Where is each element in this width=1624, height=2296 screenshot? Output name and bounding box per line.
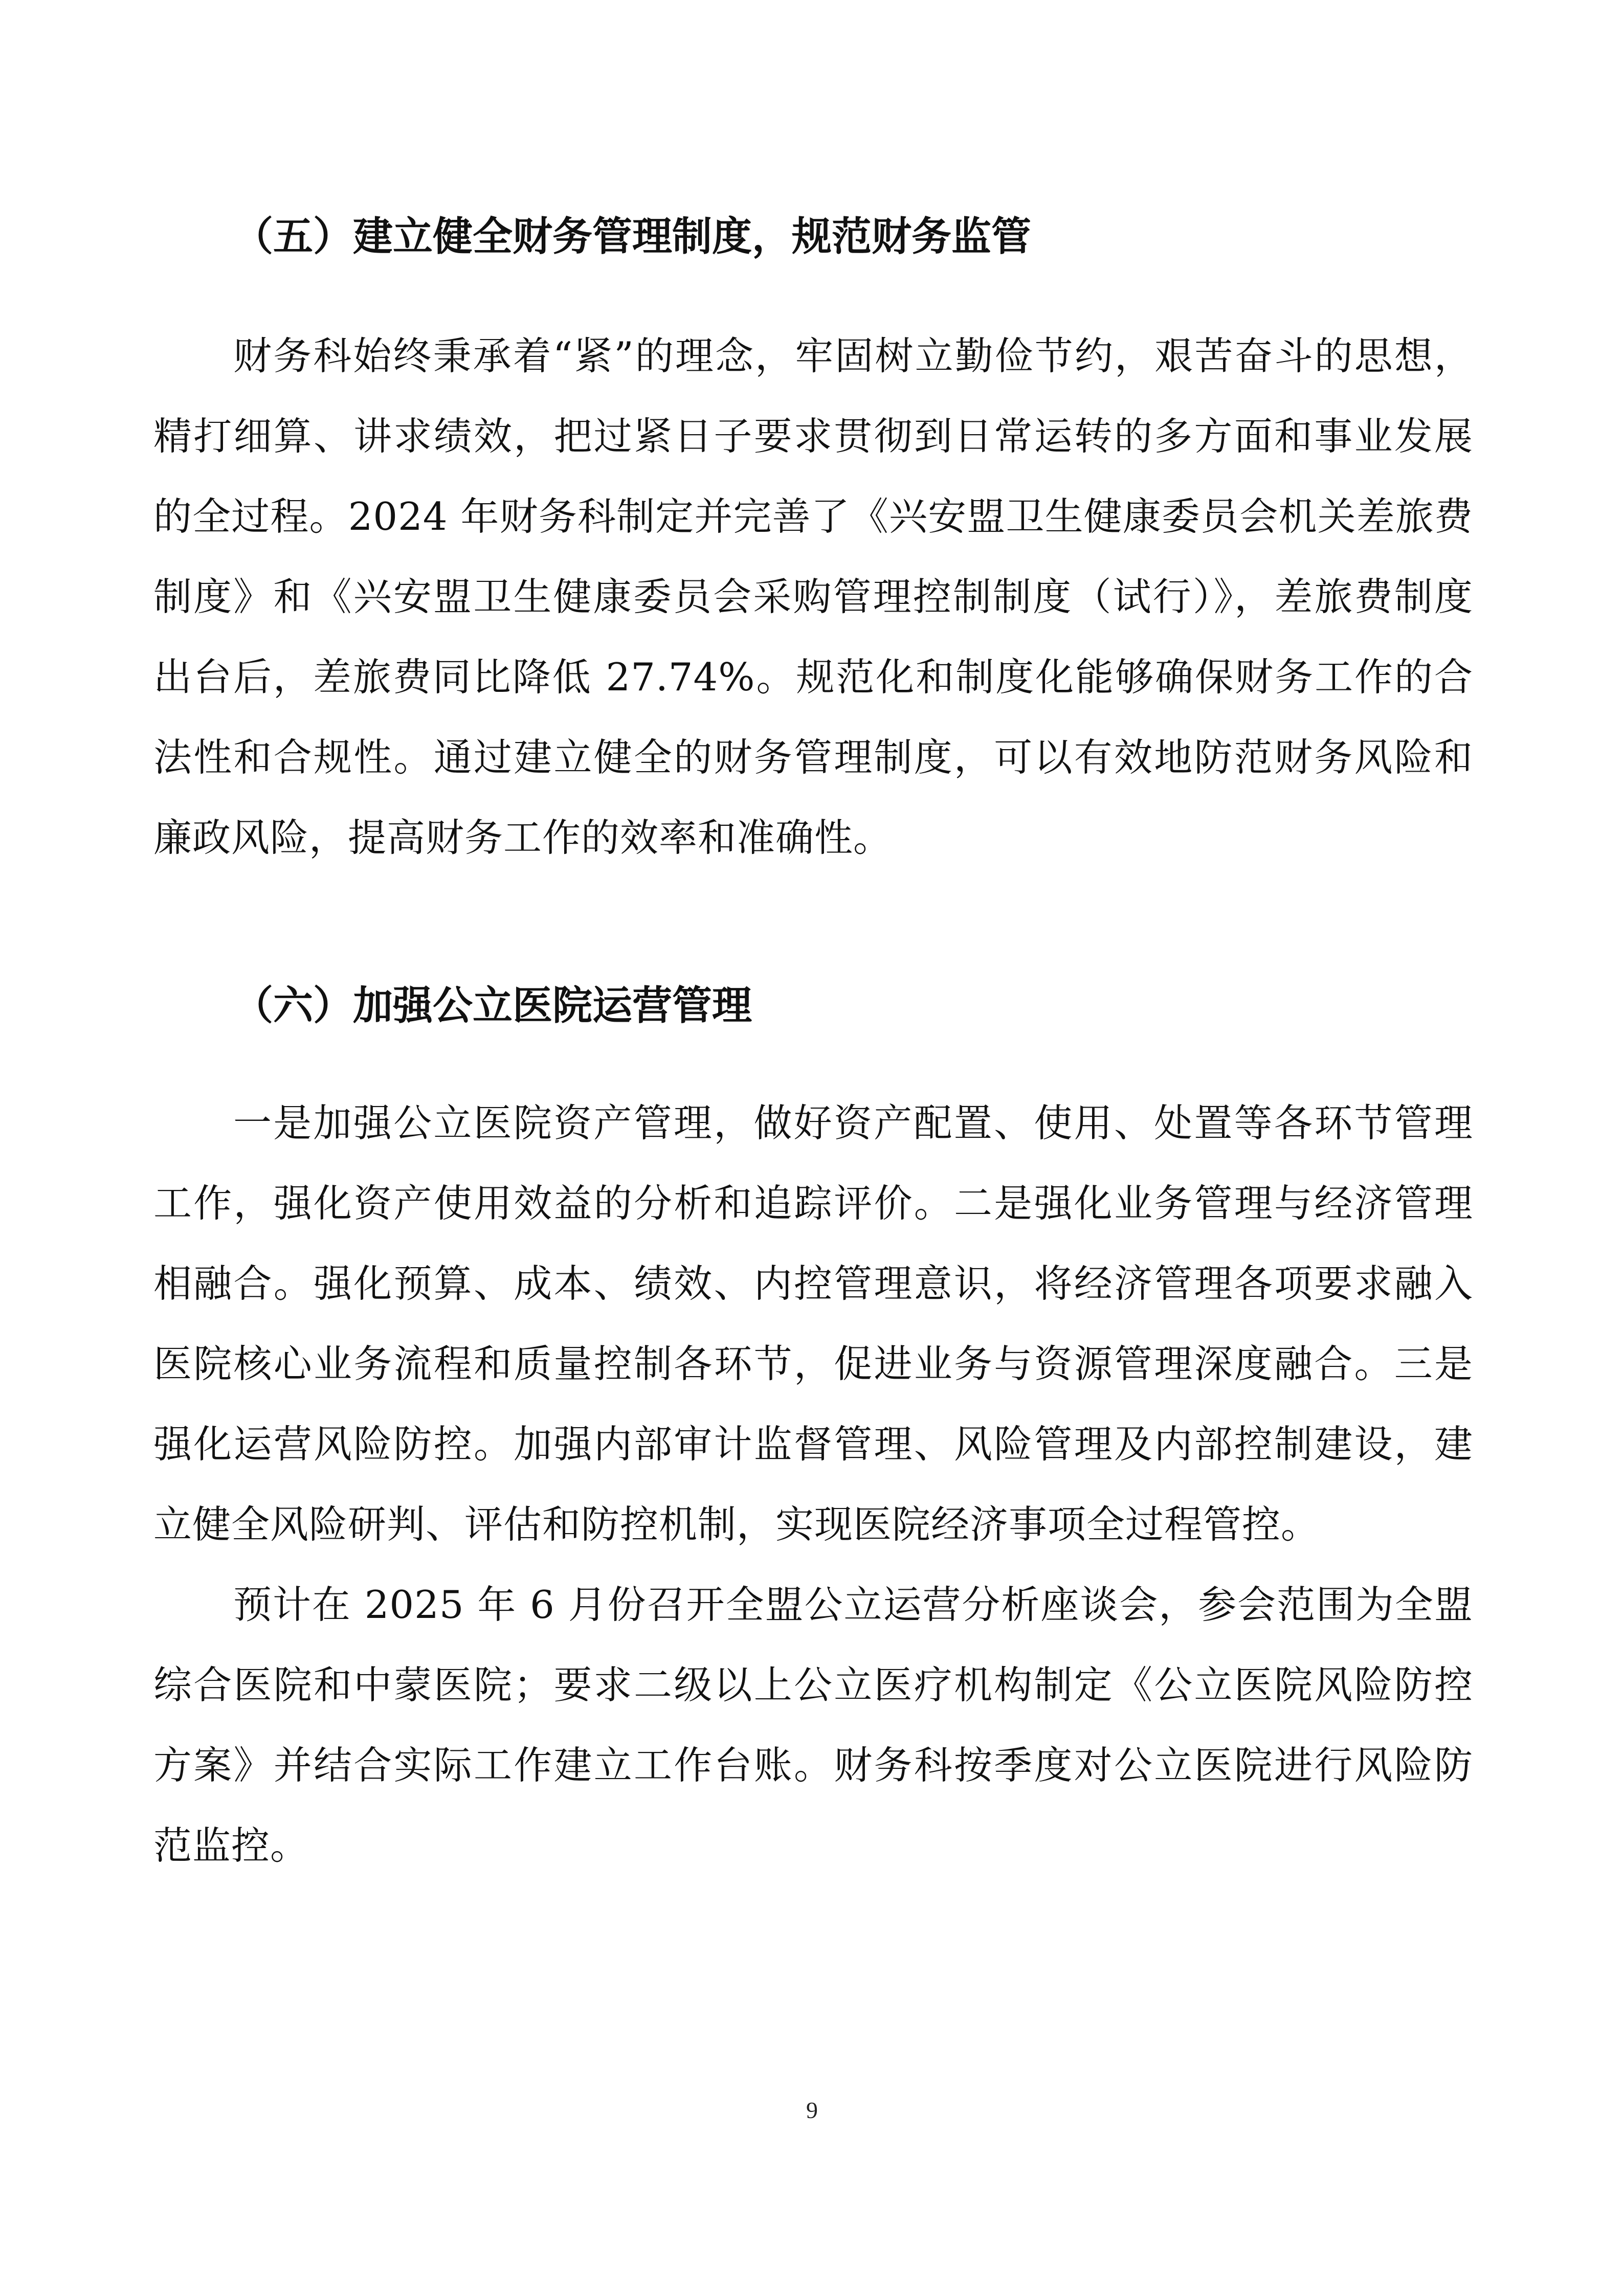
section-6-paragraph-2: 预计在 2025 年 6 月份召开全盟公立运营分析座谈会，参会范围为全盟综合医院和中蒙医院；要求二级以上公立医疗机构制定《公立医院风险防控方案》并结合实际工作建立工作台账。财务科按季度对公立医院进行风险防范监控。: [153, 1582, 1473, 1868]
section-6-heading: （六）加强公立医院运营管理: [233, 983, 752, 1029]
section-6-paragraph-1: 一是加强公立医院资产管理，做好资产配置、使用、处置等各环节管理工作，强化资产使用效益的分析和追踪评价。二是强化业务管理与经济管理相融合。强化预算、成本、绩效、内控管理意识，将经济管理各项要求融入医院核心业务流程和质量控制各环节，促进业务与资源管理深度融合。三是强化运营风险防控。加强内部审计监督管理、风险管理及内部控制建设，建立健全风险研判、评估和防控机制，实现医院经济事项全过程管控。: [153, 1100, 1473, 1547]
section-5-heading: （五）建立健全财务管理制度，规范财务监管: [233, 214, 1032, 260]
section-6-body: [153, 1083, 1473, 1886]
section-5-body: [153, 316, 1473, 878]
page-number: 9: [806, 2097, 818, 2123]
section-5-paragraph: 财务科始终秉承着“紧”的理念，牢固树立勤俭节约，艰苦奋斗的思想，精打细算、讲求绩效，把过紧日子要求贯彻到日常运转的多方面和事业发展的全过程。2024 年财务科制定并完善了《兴安盟卫生健康委员会机关差旅费制度》和《兴安盟卫生健康委员会采购管理控制制度（试行）》，差旅费制度出台后，差旅费同比降低 27.74%。规范化和制度化能够确保财务工作的合法性和合规性。通过建立健全的财务管理制度，可以有效地防范财务风险和廉政风险，提高财务工作的效率和准确性。: [153, 333, 1473, 860]
